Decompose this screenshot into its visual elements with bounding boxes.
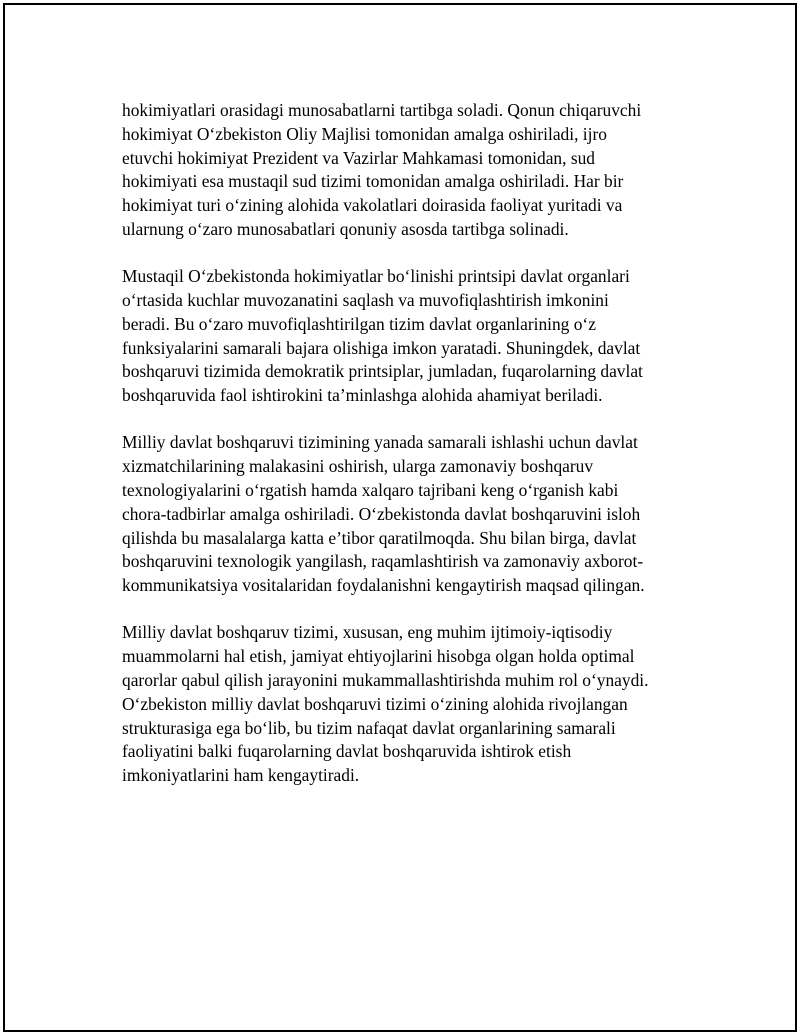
text-line: boshqaruvini texnologik yangilash, raqamlashtirish va zamonaviy axborot- xyxy=(122,551,644,572)
text-line: Milliy davlat boshqaruvi tizimining yanada samarali ishlashi uchun davlat xyxy=(122,432,638,453)
text-line: qilishda bu masalalarga katta e’tibor qaratilmoqda. Shu bilan birga, davlat xyxy=(122,527,637,548)
text-line: texnologiyalarini o‘rgatish hamda xalqaro tajribani keng o‘rganish kabi xyxy=(122,479,619,500)
text-line: imkoniyatlarini ham kengaytiradi. xyxy=(122,765,360,786)
paragraph-4 xyxy=(122,621,688,788)
page-frame xyxy=(3,3,797,1032)
text-line: beradi. Bu o‘zaro muvofiqlashtirilgan tizim davlat organlarining o‘z xyxy=(122,313,596,334)
text-line: hokimiyati esa mustaqil sud tizimi tomonidan amalga oshiriladi. Har bir xyxy=(122,171,624,192)
text-line: hokimiyatlari orasidagi munosabatlarni tartibga soladi. Qonun chiqaruvchi xyxy=(122,100,642,120)
text-line: o‘rtasida kuchlar muvozanatini saqlash va muvofiqlashtirish imkonini xyxy=(122,289,609,310)
text-line: boshqaruvi tizimida demokratik printsiplar, jumladan, fuqarolarning davlat xyxy=(122,361,643,382)
text-line: etuvchi hokimiyat Prezident va Vazirlar Mahkamasi tomonidan, sud xyxy=(122,147,595,168)
paragraph-2 xyxy=(122,265,688,408)
text-line: O‘zbekiston milliy davlat boshqaruvi tizimi o‘zining alohida rivojlangan xyxy=(122,693,628,714)
text-line: funksiyalarini samarali bajara olishiga imkon yaratadi. Shuningdek, davlat xyxy=(122,337,641,358)
text-line: Mustaqil O‘zbekistonda hokimiyatlar bo‘linishi printsipi davlat organlari xyxy=(122,266,630,287)
document-body xyxy=(122,99,688,811)
paragraph-3 xyxy=(122,431,688,598)
text-line: hokimiyat turi o‘zining alohida vakolatlari doirasida faoliyat yuritadi va xyxy=(122,195,623,216)
text-line: muammolarni hal etish, jamiyat ehtiyojlarini hisobga olgan holda optimal xyxy=(122,646,635,667)
text-line: qarorlar qabul qilish jarayonini mukammallashtirishda muhim rol o‘ynaydi. xyxy=(122,669,649,690)
text-line: ularnung o‘zaro munosabatlari qonuniy asosda tartibga solinadi. xyxy=(122,218,569,239)
text-line: strukturasiga ega bo‘lib, bu tizim nafaqat davlat organlarining samarali xyxy=(122,717,616,738)
text-line: Milliy davlat boshqaruv tizimi, xususan, eng muhim ijtimoiy-iqtisodiy xyxy=(122,622,613,643)
text-line: kommunikatsiya vositalaridan foydalanishni kengaytirish maqsad qilingan. xyxy=(122,575,645,596)
text-line: chora-tadbirlar amalga oshiriladi. O‘zbekistonda davlat boshqaruvini isloh xyxy=(122,503,641,524)
text-line: faoliyatini balki fuqarolarning davlat boshqaruvida ishtirok etish xyxy=(122,741,572,762)
text-line: xizmatchilarining malakasini oshirish, ularga zamonaviy boshqaruv xyxy=(122,456,594,477)
paragraph-1 xyxy=(122,99,688,242)
text-line: hokimiyat O‘zbekiston Oliy Majlisi tomonidan amalga oshiriladi, ijro xyxy=(122,123,607,144)
text-line: boshqaruvida faol ishtirokini ta’minlashga alohida ahamiyat beriladi. xyxy=(122,385,603,406)
